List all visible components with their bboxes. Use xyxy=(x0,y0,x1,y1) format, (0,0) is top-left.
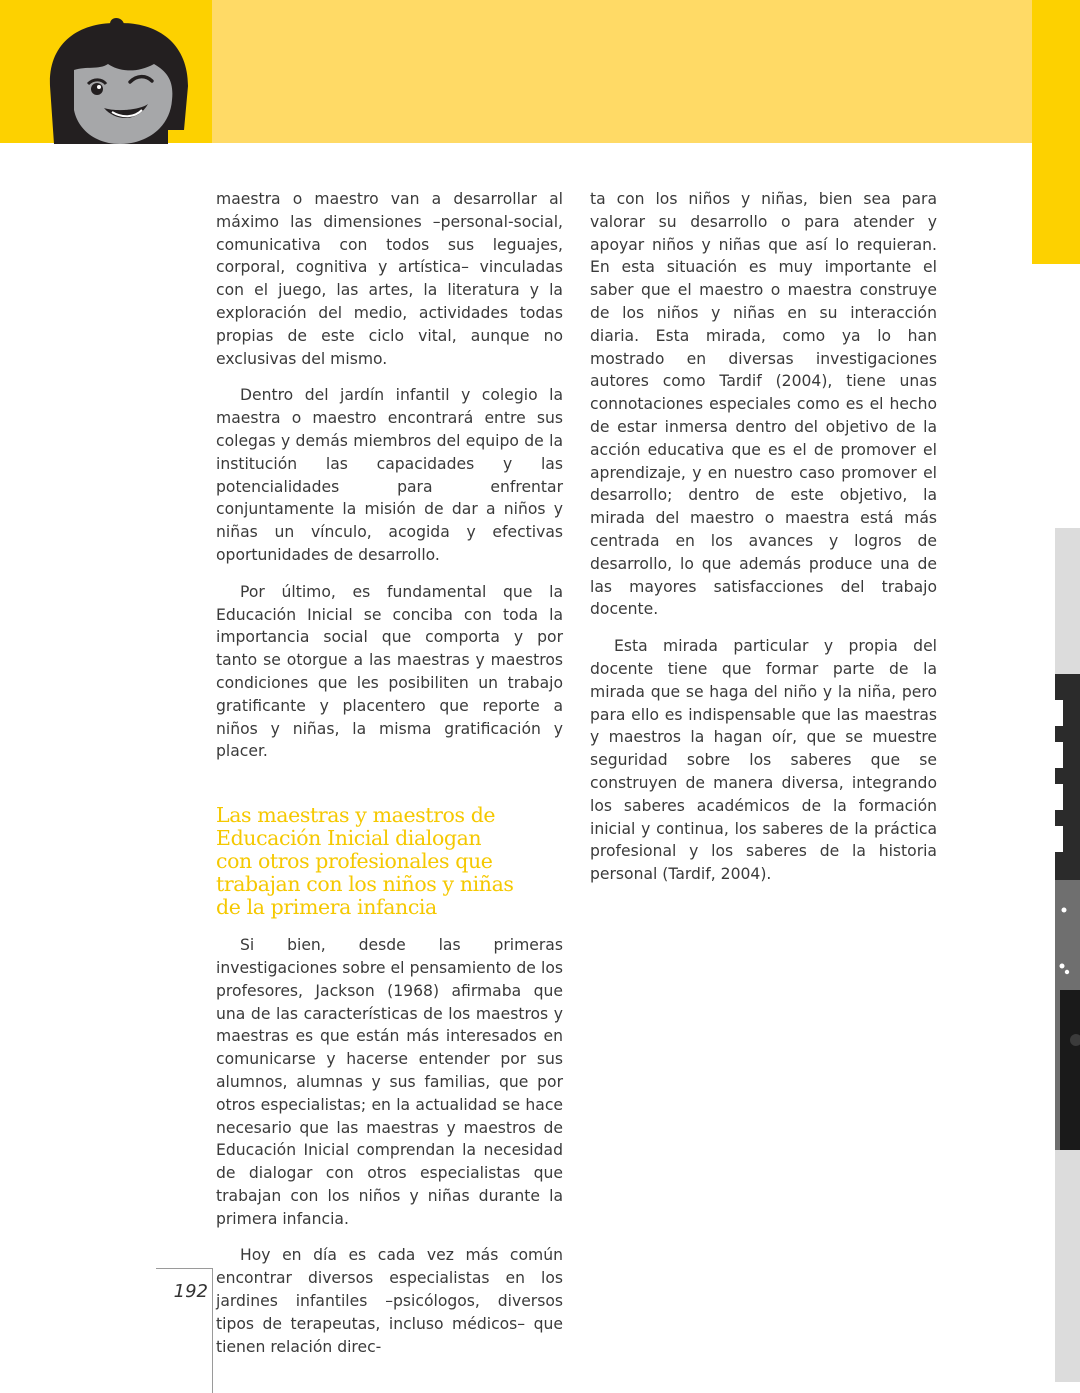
right-column xyxy=(590,188,937,900)
left-column xyxy=(216,188,563,1372)
page-footer xyxy=(156,1268,213,1393)
chapter-tab xyxy=(1032,0,1080,264)
section-title-line: con otros profesionales que xyxy=(216,849,493,874)
section-title-line: trabajan con los niños y niñas xyxy=(216,872,514,897)
page-number: 192 xyxy=(173,1281,208,1302)
film-hole xyxy=(1055,826,1063,852)
side-photo-figure xyxy=(1055,880,1080,1150)
girl-face-icon xyxy=(44,18,194,144)
paragraph: Si bien, desde las primeras investigaciones sobre el pensamiento de los profesores, Jackson (1968) afirmaba que una de las características de los maestros y maestras es que están más interesados en comunicarse y hacerse entender por sus alumnos, alumnas y sus familias, que por otros especialistas; en la actualidad se hace necesario que las maestras y maestros de Educación Inicial comprendan la necesidad de dialogar con otros especialistas que trabajan con los niños y niñas durante la primera infancia. xyxy=(216,936,563,1228)
paragraph: Dentro del jardín infantil y colegio la maestra o maestro encontrará entre sus colegas y demás miembros del equipo de la institución las capacidades y las potencialidades para enfrentar conjuntamente la misión de dar a niños y niñas un vínculo, acogida y efectivas oportunidades de desarrollo. xyxy=(216,386,563,564)
paragraph: Por último, es fundamental que la Educación Inicial se conciba con toda la importancia social que comporta y por tanto se otorgue a las maestras y maestros condiciones que les posibiliten un trabajo gratificante y placentero que reporte a niños y niñas, la misma gratificación y placer. xyxy=(216,582,563,761)
paragraph: Hoy en día es cada vez más común encontrar diversos especialistas en los jardines infantiles –psicólogos, diversos tipos de terapeutas, incluso médicos– que tienen relación direc- xyxy=(216,1246,563,1356)
film-hole xyxy=(1055,742,1063,768)
section-title xyxy=(216,804,563,919)
paragraph: maestra o maestro van a desarrollar al máximo las dimensiones –personal-social, comunicativa con todos sus leguajes, corporal, cognitiva y artística– vinculadas con el juego, las artes, la literatura y la exploración del medio, actividades todas propias de este ciclo vital, aunque no exclusivas del mismo. xyxy=(216,190,563,368)
paragraph: ta con los niños y niñas, bien sea para valorar su desarrollo o para atender y apoyar niños y niñas que así lo requieran. En esta situación es muy importante el saber que el maestro o maestra construye de los niños y niñas en su interacción diaria. Esta mirada, como ya lo han mostrado en diversas investigaciones autores como Tardif (2004), tiene unas connotaciones especiales como es el hecho de estar inmersa dentro del objetivo de la acción educativa que es el de promover el aprendizaje, y en nuestro caso promover el desarrollo; dentro de este objetivo, la mirada del maestro o maestra está más centrada en los avances y logros de desarrollo, lo que además produce una de las mayores satisfacciones del trabajo docente. xyxy=(590,190,937,619)
section-title-line: Educación Inicial dialogan xyxy=(216,826,482,851)
section-title-line: de la primera infancia xyxy=(216,895,437,920)
section-title-line: Las maestras y maestros de xyxy=(216,803,496,828)
film-hole xyxy=(1055,784,1063,810)
paragraph: Esta mirada particular y propia del docente tiene que formar parte de la mirada que se haga del niño y la niña, pero para ello es indispensable que las maestras y maestros la hagan oír, que se muestre seguridad sobre los saberes que se construyen de manera diversa, integrando los saberes académicos de la formación inicial y continua, los saberes de la práctica profesional y los saberes de la historia personal (Tardif, 2004). xyxy=(590,637,937,884)
film-hole xyxy=(1055,700,1063,726)
